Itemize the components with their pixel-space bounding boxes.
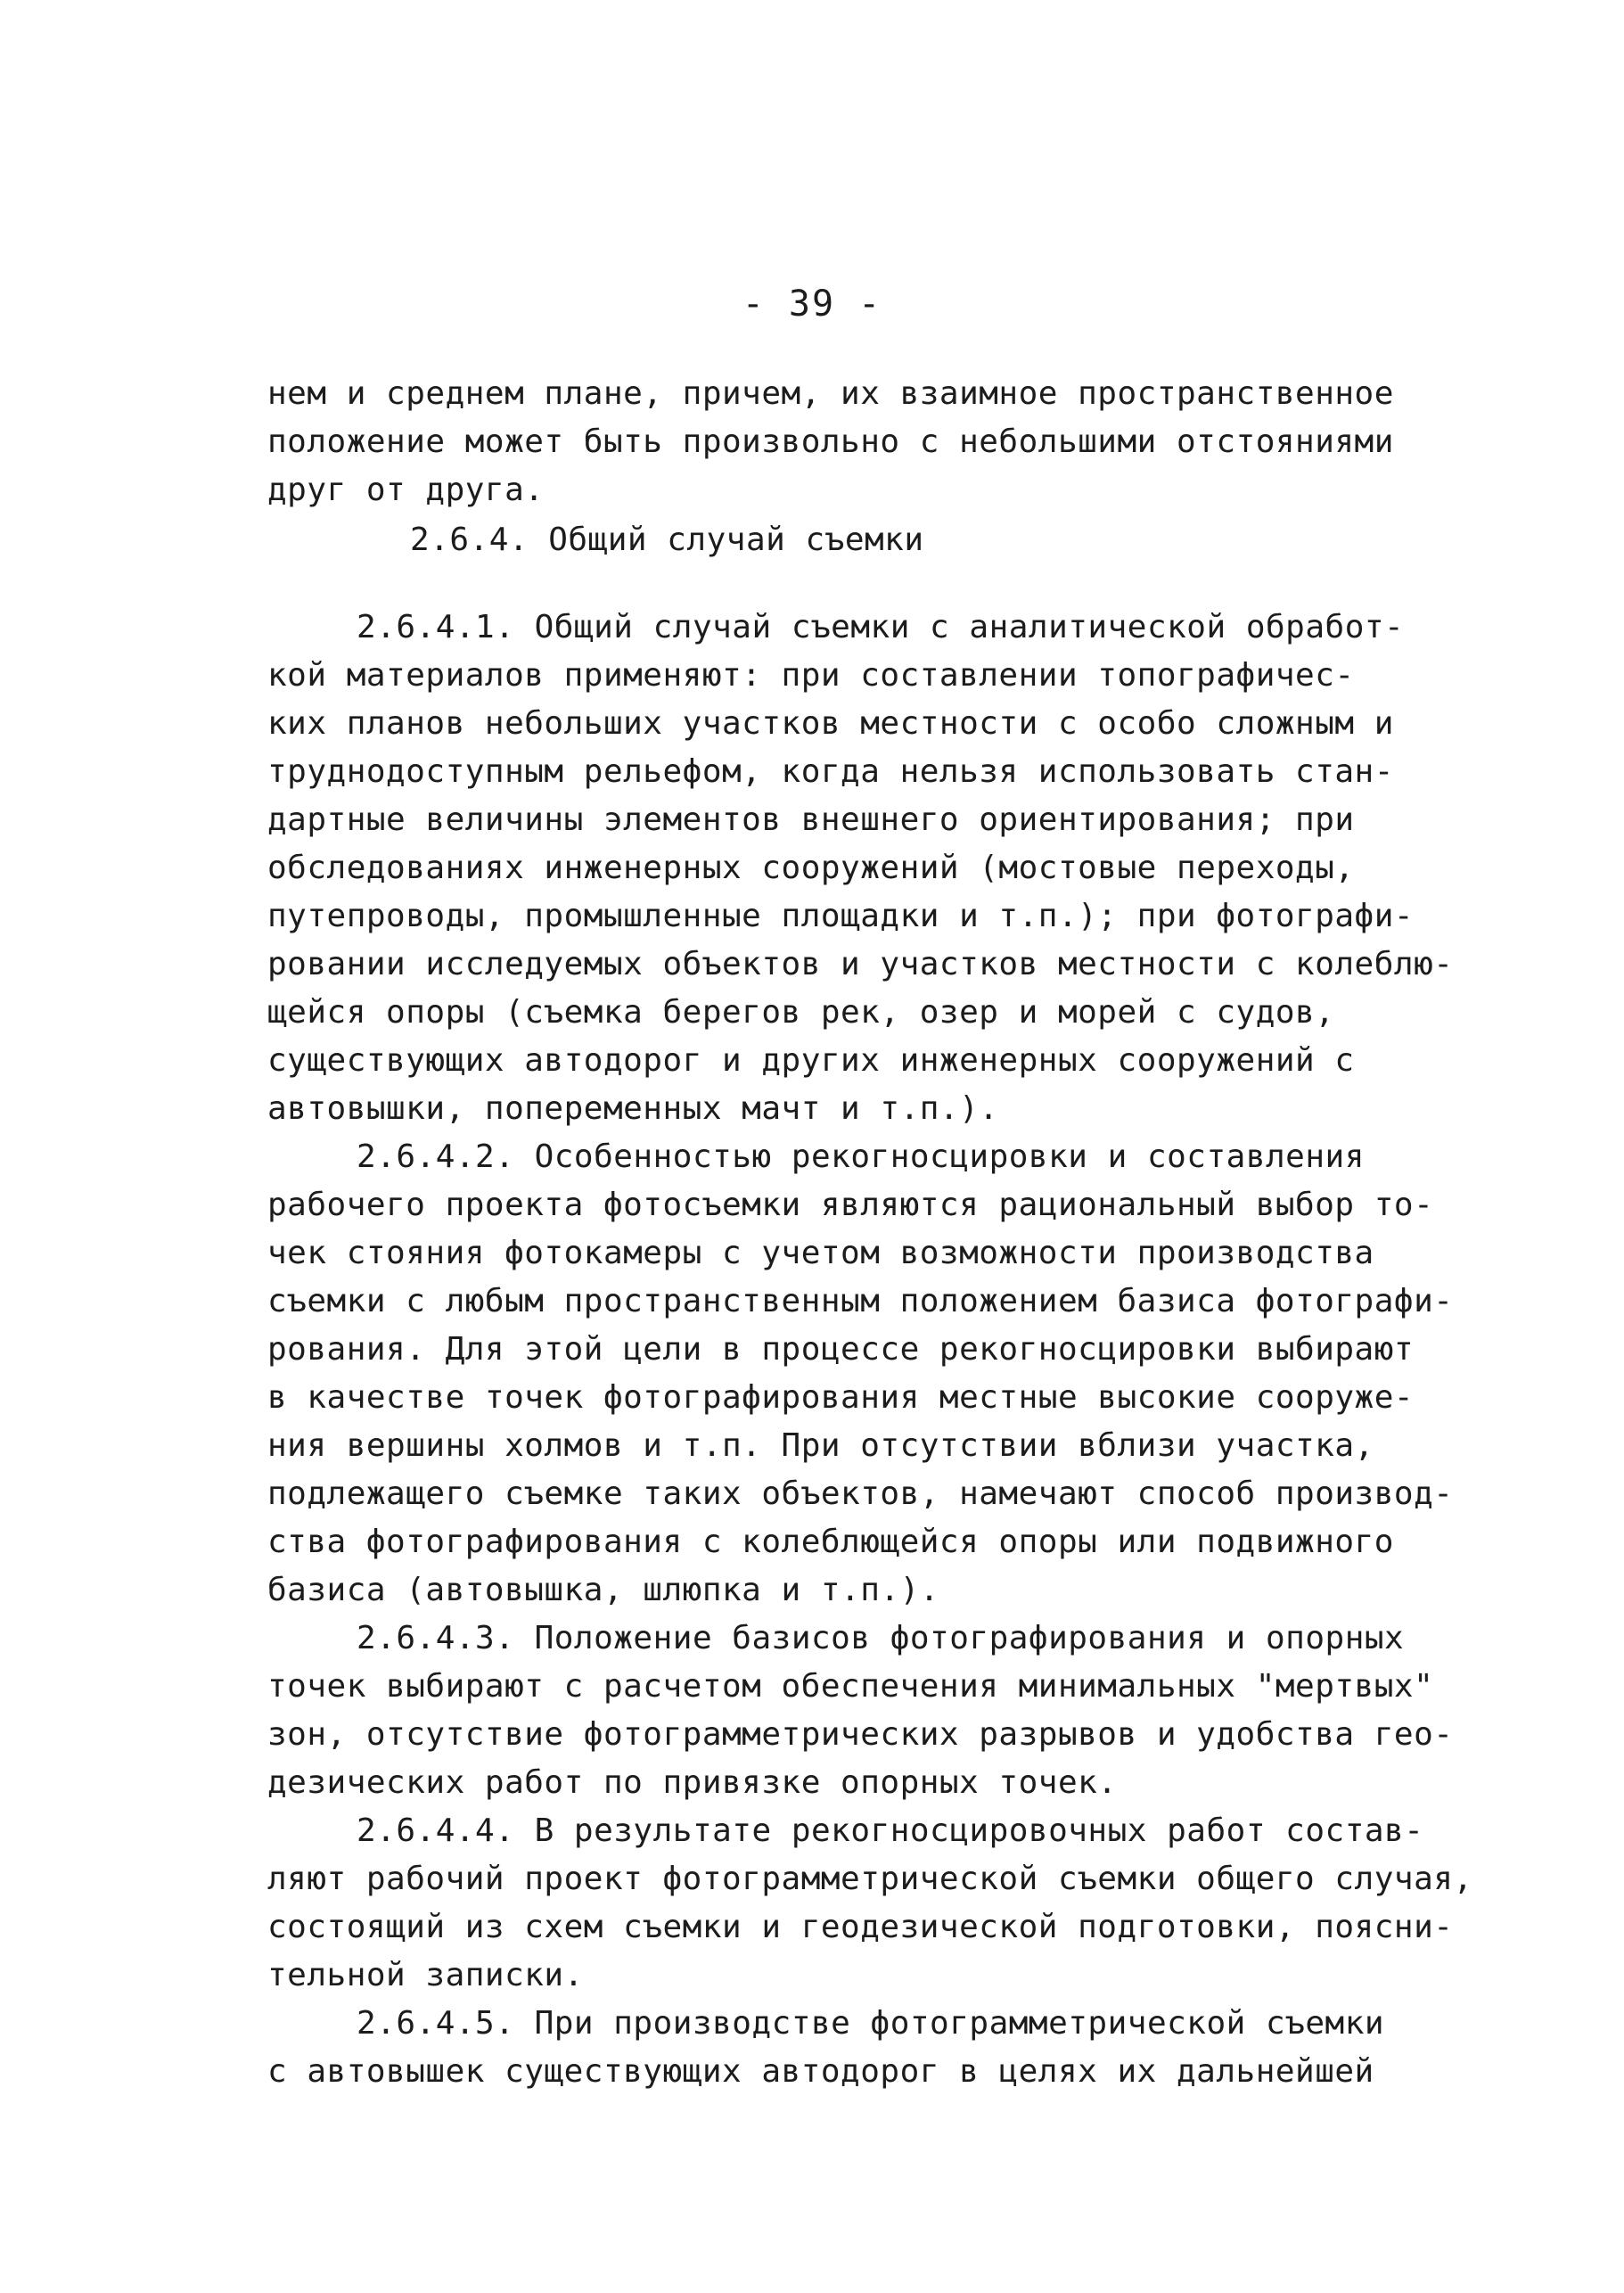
text-line: путепроводы, промышленные площадки и т.п.); при фотографи- — [267, 898, 1415, 934]
text-line: обследованиях инженерных сооружений (мостовые переходы, — [267, 850, 1355, 886]
text-line: подлежащего съемке таких объектов, намечают способ производ- — [267, 1475, 1454, 1512]
text-line: 2.6.4.2. Особенностью рекогносцировки и составления — [357, 1138, 1365, 1175]
text-line: состоящий из схем съемки и геодезической подготовки, поясни- — [267, 1909, 1454, 1945]
text-line: труднодоступным рельефом, когда нельзя использовать стан- — [267, 753, 1394, 790]
text-line: кой материалов применяют: при составлении топографичес- — [267, 657, 1355, 694]
text-line: съемки с любым пространственным положением базиса фотографи- — [267, 1283, 1454, 1319]
text-line: ства фотографирования с колеблющейся опоры или подвижного — [267, 1524, 1394, 1560]
text-line: ровании исследуемых объектов и участков местности с колеблю- — [267, 946, 1454, 982]
text-line: рабочего проекта фотосъемки являются рациональный выбор то- — [267, 1187, 1434, 1223]
text-line: ния вершины холмов и т.п. При отсутствии вблизи участка, — [267, 1427, 1374, 1464]
text-line: положение может быть произвольно с небольшими отстояниями — [267, 423, 1394, 460]
body-text — [267, 370, 1473, 2096]
text-line: чек стояния фотокамеры с учетом возможности производства — [267, 1235, 1374, 1271]
text-line: дартные величины элементов внешнего ориентирования; при — [267, 801, 1355, 838]
text-line: зон, отсутствие фотограмметрических разрывов и удобства гео- — [267, 1716, 1454, 1753]
text-line: 2.6.4.3. Положение базисов фотографирования и опорных — [357, 1620, 1405, 1656]
text-line: в качестве точек фотографирования местные высокие сооруже- — [267, 1379, 1415, 1416]
text-line: 2.6.4.4. В результате рекогносцировочных работ состав- — [357, 1812, 1424, 1849]
page-number: - 39 - — [742, 284, 882, 325]
text-line: с автовышек существующих автодорог в целях их дальнейшей — [267, 2053, 1374, 2090]
text-line: щейся опоры (съемка берегов рек, озер и морей с судов, — [267, 994, 1335, 1031]
text-line: базиса (автовышка, шлюпка и т.п.). — [267, 1572, 939, 1608]
text-line: ляют рабочий проект фотограмметрической съемки общего случая, — [267, 1861, 1473, 1897]
text-line: дезических работ по привязке опорных точек. — [267, 1764, 1118, 1801]
text-line: 2.6.4.1. Общий случай съемки с аналитической обработ- — [357, 609, 1405, 645]
text-line: 2.6.4.5. При производстве фотограмметрической съемки — [357, 2005, 1385, 2042]
text-line: точек выбирают с расчетом обеспечения минимальных "мертвых" — [267, 1668, 1434, 1705]
text-line: друг от друга. — [267, 472, 545, 508]
text-line: ких планов небольших участков местности с особо сложным и — [267, 705, 1394, 742]
text-line: тельной записки. — [267, 1957, 584, 1993]
text-line: нем и среднем плане, причем, их взаимное пространственное — [267, 375, 1394, 412]
text-line: рования. Для этой цели в процессе рекогносцировки выбирают — [267, 1331, 1415, 1368]
section-heading: 2.6.4. Общий случай съемки — [410, 522, 924, 558]
text-line: существующих автодорог и других инженерных сооружений с — [267, 1042, 1355, 1079]
text-line: автовышки, попеременных мачт и т.п.). — [267, 1090, 999, 1127]
